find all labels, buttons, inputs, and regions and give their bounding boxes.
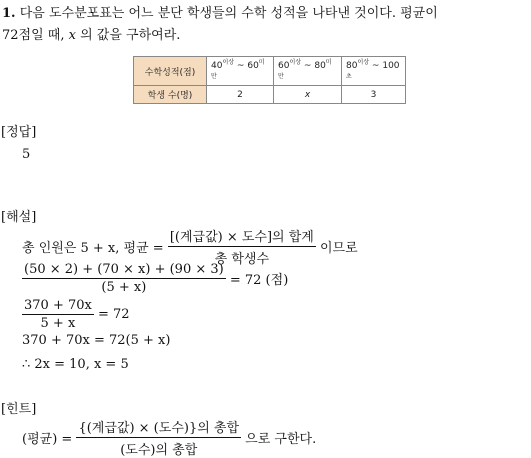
solution-fraction-3 [22, 298, 94, 331]
problem-text-2b: 의 값을 구하여라. [80, 28, 181, 43]
hint-fraction [76, 417, 241, 458]
solution-line-4: 370 + 70x = 72(5 + x) [22, 333, 171, 348]
solution-line-5: ∴ 2x = 10, x = 5 [22, 357, 129, 372]
hint-line [22, 417, 316, 458]
table-interval-3: $80^{이상}$ ~ $100^초$ [342, 57, 406, 86]
solution-label: [해설] [1, 210, 37, 225]
solution-line-2 [22, 262, 288, 295]
table-count-2: x [274, 86, 342, 104]
fraction-denominator: 총 학생수 [214, 252, 270, 267]
table-count-1: 2 [207, 86, 274, 104]
answer-value: 5 [22, 147, 31, 162]
solution-line-1 [22, 226, 358, 267]
solution-text-1b: 이므로 [320, 241, 358, 256]
table-interval-1: $40^{이상}$ ~ $60^{미만}$ [207, 57, 274, 86]
problem-line-1 [2, 2, 438, 21]
fraction-numerator: {(계급값) × (도수)}의 총합 [76, 417, 241, 438]
table-header-count: 학생 수(명) [134, 86, 207, 104]
problem-text-1: 다음 도수분포표는 어느 분단 학생들의 수학 성적을 나타낸 것이다. 평균이 [19, 6, 438, 21]
answer-label: [정답] [1, 125, 37, 140]
solution-text-3: = 72 [97, 307, 130, 322]
fraction-numerator: (50 × 2) + (70 × x) + (90 × 3) [24, 262, 224, 277]
hint-label: [힌트] [1, 402, 37, 417]
fraction-denominator: 5 + x [40, 316, 76, 331]
problem-number: 1. [2, 6, 16, 21]
table-count-3: 3 [342, 86, 406, 104]
table-interval-2: $60^{이상}$ ~ $80^{미만}$ [274, 57, 342, 86]
solution-text-2: = 72 (점) [229, 273, 289, 288]
fraction-numerator: 370 + 70x [24, 298, 92, 313]
table-header-score: 수학성적(점) [134, 57, 207, 86]
fraction-numerator: [(계급값) × 도수]의 합계 [168, 226, 316, 247]
problem-variable: x [68, 28, 76, 43]
problem-text-2a: 72점일 때, [2, 28, 65, 43]
table-row-scores [134, 57, 406, 86]
fraction-denominator: (5 + x) [101, 280, 147, 295]
solution-fraction-mean [168, 226, 316, 267]
hint-text-b: 으로 구한다. [245, 432, 317, 447]
fraction-denominator: (도수)의 총합 [120, 443, 198, 458]
solution-text-1a: 총 인원은 5 + x, 평균 = [22, 241, 164, 256]
table-row-counts [134, 86, 406, 104]
problem-line-2 [2, 24, 180, 43]
frequency-table [133, 56, 406, 104]
solution-fraction-2 [22, 262, 226, 295]
solution-line-3 [22, 298, 130, 331]
hint-text-a: (평균) = [22, 432, 73, 447]
